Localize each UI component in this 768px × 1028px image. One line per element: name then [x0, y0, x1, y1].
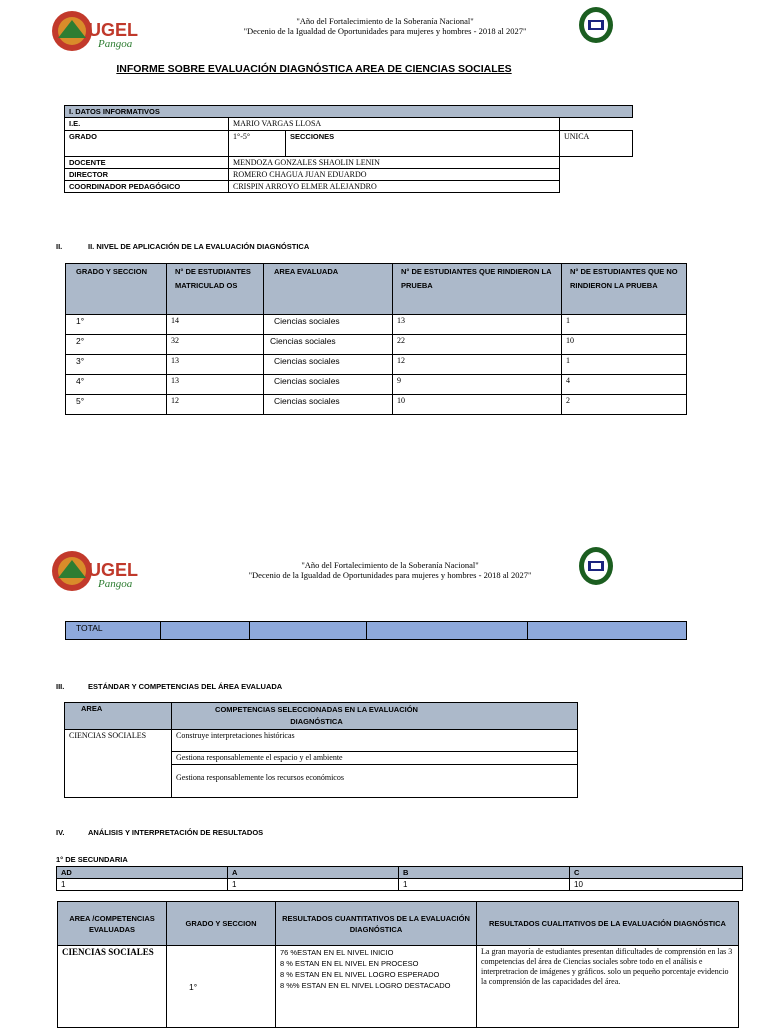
datos-informativos-table — [64, 105, 633, 193]
motto-line-2: "Decenio de la Igualdad de Oportunidades para mujeres y hombres - 2018 al 2027" — [248, 570, 532, 580]
col-area: AREA — [65, 703, 172, 730]
total-table — [65, 621, 687, 640]
director-label: DIRECTOR — [65, 169, 229, 181]
area-value: CIENCIAS SOCIALES — [65, 730, 172, 798]
grado-label: GRADO — [65, 131, 229, 157]
cualitativos-text: La gran mayoría de estudiantes presentan dificultades de comprensión en las 3 competencias del área de Ciencias sociales sobre todo en el análisis e interpretracion de imágenes y gráficos. solo un pequeño porcentaje evidencio la comprensión de las capacidades del área. — [477, 946, 739, 1028]
report-title: INFORME SOBRE EVALUACIÓN DIAGNÓSTICA AREA DE CIENCIAS SOCIALES — [116, 63, 512, 75]
level-c-value: 10 — [570, 879, 743, 891]
motto-page2 — [210, 560, 570, 580]
row-matriculados: 14 — [167, 315, 264, 335]
row-grado: 5° — [66, 395, 167, 415]
motto-line-1: "Año del Fortalecimiento de la Soberanía Nacional" — [296, 16, 474, 26]
ie-label: I.E. — [65, 118, 229, 131]
competencias-table — [64, 702, 578, 798]
row-rindieron: 9 — [393, 375, 562, 395]
ugel-logo — [50, 8, 140, 54]
logo-text: UGEL — [88, 560, 139, 580]
level-ad-value: 1 — [57, 879, 228, 891]
datos-heading: I. DATOS INFORMATIVOS — [65, 106, 633, 118]
col-grado-seccion: GRADO Y SECCION — [167, 902, 276, 946]
docente-label: DOCENTE — [65, 157, 229, 169]
row-matriculados: 13 — [167, 375, 264, 395]
row-area: Ciencias sociales — [264, 335, 393, 355]
coordinador-value: CRISPIN ARROYO ELMER ALEJANDRO — [229, 181, 560, 193]
row-grado: 1° — [66, 315, 167, 335]
aplicacion-table — [65, 263, 687, 415]
competencia-item: Construye interpretaciones históricas — [172, 730, 578, 752]
school-seal-icon — [578, 6, 614, 44]
cuant-item: 8 %% ESTAN EN EL NIVEL LOGRO DESTACADO — [280, 981, 451, 990]
row-no-rindieron: 2 — [562, 395, 687, 415]
area-value: CIENCIAS SOCIALES — [58, 946, 167, 1028]
level-ad: AD — [57, 867, 228, 879]
row-no-rindieron: 1 — [562, 315, 687, 335]
row-area: Ciencias sociales — [264, 315, 393, 335]
section-2-title: II. NIVEL DE APLICACIÓN DE LA EVALUACIÓN DIAGNÓSTICA — [88, 242, 310, 251]
logo-text: UGEL — [88, 20, 139, 40]
competencia-item: Gestiona responsablemente el espacio y el ambiente — [172, 752, 578, 765]
ie-value: MARIO VARGAS LLOSA — [229, 118, 560, 131]
table-row — [66, 335, 687, 355]
director-value: ROMERO CHAGUA JUAN EDUARDO — [229, 169, 560, 181]
row-grado: 3° — [66, 355, 167, 375]
section-2-number: II. — [56, 242, 63, 251]
table-row — [66, 355, 687, 375]
row-rindieron: 22 — [393, 335, 562, 355]
logo-subtext: Pangoa — [98, 578, 133, 590]
row-area: Ciencias sociales — [264, 355, 393, 375]
level-a: A — [228, 867, 399, 879]
table-row — [66, 315, 687, 335]
section-4-title: ANÁLISIS Y INTERPRETACIÓN DE RESULTADOS — [88, 828, 264, 837]
row-rindieron: 12 — [393, 355, 562, 375]
logo-subtext: Pangoa — [98, 38, 133, 50]
table-row — [66, 375, 687, 395]
col-area: AREA EVALUADA — [264, 264, 393, 315]
motto-line-2: "Decenio de la Igualdad de Oportunidades para mujeres y hombres - 2018 al 2027" — [243, 26, 527, 36]
row-no-rindieron: 4 — [562, 375, 687, 395]
level-a-value: 1 — [228, 879, 399, 891]
level-b-value: 1 — [399, 879, 570, 891]
cuant-item: 76 %ESTAN EN EL NIVEL INICIO — [280, 948, 394, 957]
level-c: C — [570, 867, 743, 879]
row-rindieron: 13 — [393, 315, 562, 335]
row-area: Ciencias sociales — [264, 395, 393, 415]
school-seal-icon — [578, 546, 614, 586]
row-no-rindieron: 1 — [562, 355, 687, 375]
col-rindieron: N° DE ESTUDIANTES QUE RINDIERON LA PRUEBA — [393, 264, 562, 315]
subtitle-grado: 1° DE SECUNDARIA — [56, 855, 128, 864]
section-4-number: IV. — [56, 828, 65, 837]
level-b: B — [399, 867, 570, 879]
row-grado: 4° — [66, 375, 167, 395]
row-matriculados: 12 — [167, 395, 264, 415]
cuantitativos-list — [276, 946, 477, 1028]
competencia-item: Gestiona responsablemente los recursos económicos — [172, 765, 578, 798]
cuant-item: 8 % ESTAN EN EL NIVEL EN PROCESO — [280, 959, 419, 968]
col-matriculados: N° DE ESTUDIANTES MATRICULAD OS — [167, 264, 264, 315]
total-label: TOTAL — [66, 622, 161, 640]
motto — [200, 16, 570, 36]
secciones-value: UNICA — [560, 131, 633, 157]
col-area-competencias: AREA /COMPETENCIAS EVALUADAS — [58, 902, 167, 946]
grado-value: 1° — [167, 946, 276, 1028]
col-competencias: COMPETENCIAS SELECCIONADAS EN LA EVALUACIÓN DIAGNÓSTICA — [172, 703, 578, 730]
docente-value: MENDOZA GONZALES SHAOLIN LENIN — [229, 157, 560, 169]
col-cuantitativos: RESULTADOS CUANTITATIVOS DE LA EVALUACIÓN DIAGNÓSTICA — [276, 902, 477, 946]
resultados-table — [57, 901, 739, 1028]
cuant-item: 8 % ESTAN EN EL NIVEL LOGRO ESPERADO — [280, 970, 440, 979]
section-3-number: III. — [56, 682, 65, 691]
secciones-label: SECCIONES — [286, 131, 560, 157]
row-area: Ciencias sociales — [264, 375, 393, 395]
coordinador-label: COORDINADOR PEDAGÓGICO — [65, 181, 229, 193]
school-seal — [578, 6, 614, 49]
row-grado: 2° — [66, 335, 167, 355]
niveles-table — [56, 866, 743, 891]
ugel-logo-page2 — [50, 548, 140, 594]
row-no-rindieron: 10 — [562, 335, 687, 355]
row-matriculados: 13 — [167, 355, 264, 375]
section-3-title: ESTÁNDAR Y COMPETENCIAS DEL ÁREA EVALUADA — [88, 682, 283, 691]
grado-value: 1°-5° — [229, 131, 286, 157]
row-matriculados: 32 — [167, 335, 264, 355]
table-row — [66, 395, 687, 415]
col-cualitativos: RESULTADOS CUALITATIVOS DE LA EVALUACIÓN DIAGNÓSTICA — [477, 902, 739, 946]
col-grado: GRADO Y SECCION — [66, 264, 167, 315]
motto-line-1: "Año del Fortalecimiento de la Soberanía Nacional" — [301, 560, 479, 570]
row-rindieron: 10 — [393, 395, 562, 415]
col-no-rindieron: N° DE ESTUDIANTES QUE NO RINDIERON LA PRUEBA — [562, 264, 687, 315]
school-seal-page2 — [578, 546, 614, 591]
